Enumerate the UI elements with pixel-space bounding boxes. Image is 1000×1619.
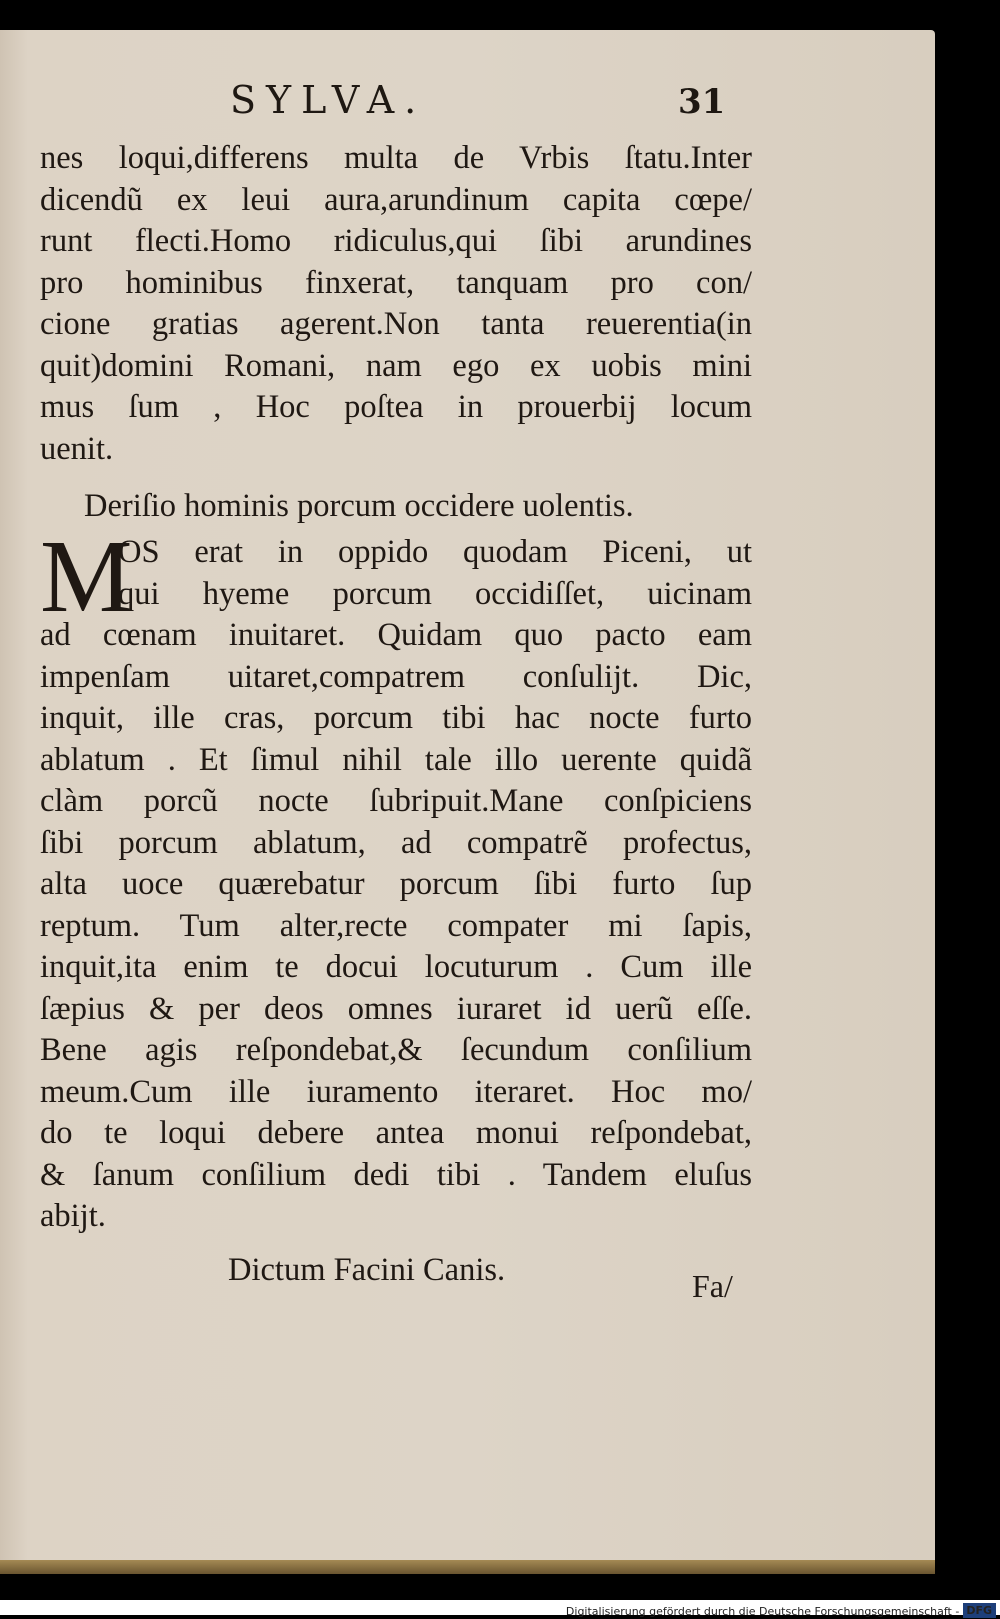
page-number: 31 — [678, 82, 726, 122]
dfg-logo-icon: DFG — [963, 1603, 996, 1618]
text-line: quit)domini Romani, nam ego ex uobis mini — [40, 347, 752, 384]
section-heading: Dictum Facini Canis. — [228, 1251, 506, 1288]
text-line: abijt. — [40, 1198, 106, 1234]
text-line: alta uoce quærebatur porcum ſibi furto ſup — [40, 866, 752, 902]
text-line: inquit, ille cras, porcum tibi hac nocte furto — [40, 700, 752, 736]
section-heading: Deriſio hominis porcum occidere uolentis. — [84, 488, 634, 524]
text-line: OS erat in oppido quodam Piceni, ut — [118, 534, 752, 570]
text-line: cione gratias agerent.Non tanta reuerentia(in — [40, 306, 752, 342]
text-line: impenſam uitaret,compatrem conſulijt. Dic, — [40, 658, 752, 695]
text-line: Bene agis reſpondebat,& ſecundum conſilium — [40, 1032, 752, 1068]
footer-credit: Digitalisierung gefördert durch die Deutsche Forschungsgemeinschaft - — [565, 1605, 960, 1618]
text-line: mus ſum , Hoc poſtea in prouerbij locum — [40, 389, 752, 425]
text-line: do te loqui debere antea monui reſpondebat, — [40, 1115, 752, 1151]
text-line: ablatum . Et ſimul nihil tale illo uerente quidã — [40, 741, 752, 778]
text-line: dicendũ ex leui aura,arundinum capita cœpe/ — [40, 181, 752, 218]
text-line: pro hominibus finxerat, tanquam pro con/ — [40, 264, 752, 301]
running-head: SYLVA. — [230, 78, 427, 122]
text-line: qui hyeme porcum occidiſſet, uicinam — [118, 575, 752, 612]
text-line: ſibi porcum ablatum, ad compatrẽ profectus, — [40, 824, 752, 861]
text-line: reptum. Tum alter,recte compater mi ſapis, — [40, 907, 752, 944]
text-line: uenit. — [40, 430, 114, 467]
page-header — [230, 78, 910, 128]
text-line: inquit,ita enim te docui locuturum . Cum ille — [40, 949, 752, 985]
text-line: & ſanum conſilium dedi tibi . Tandem eluſus — [40, 1156, 752, 1193]
paragraph-1 — [40, 138, 752, 470]
text-line: nes loqui,differens multa de Vrbis ſtatu.Inter — [40, 140, 752, 176]
body-text — [40, 138, 752, 1296]
text-line: ſæpius & per deos omnes iuraret id uerũ eſſe. — [40, 990, 752, 1027]
paragraph-2 — [40, 519, 752, 1238]
catchword: Fa/ — [692, 1268, 733, 1304]
text-line: ad cœnam inuitaret. Quidam quo pacto eam — [40, 617, 752, 653]
page-bottom-edge — [0, 1560, 935, 1574]
digitization-footer — [0, 1600, 1000, 1618]
text-line: clàm porcũ nocte ſubripuit.Mane conſpiciens — [40, 783, 752, 819]
text-line: meum.Cum ille iuramento iteraret. Hoc mo/ — [40, 1073, 752, 1110]
text-line: runt flecti.Homo ridiculus,qui ſibi arundines — [40, 223, 752, 259]
drop-initial: M — [40, 519, 133, 634]
